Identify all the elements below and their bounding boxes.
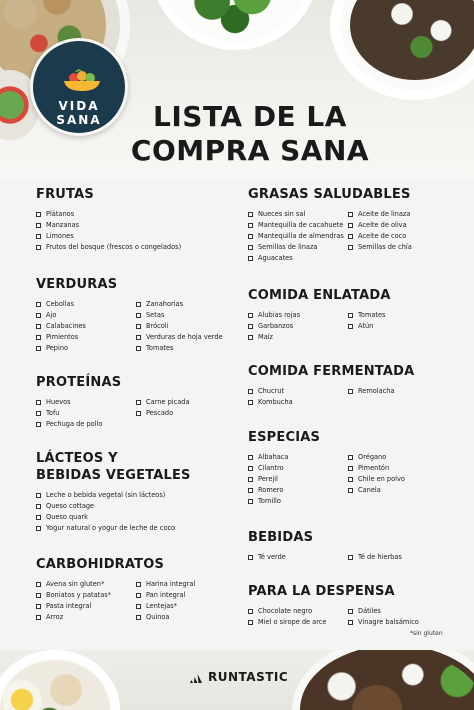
list-item[interactable]: Tomillo [248, 496, 348, 507]
checkbox[interactable] [36, 212, 41, 217]
checkbox[interactable] [348, 455, 353, 460]
checkbox[interactable] [248, 455, 253, 460]
checkbox[interactable] [348, 477, 353, 482]
list-item[interactable]: Brócoli [136, 321, 254, 332]
section-heading: ESPECIAS [248, 430, 321, 445]
checkbox[interactable] [136, 593, 141, 598]
list-item[interactable]: Romero [248, 485, 348, 496]
list-item[interactable]: Chile en polvo [348, 474, 466, 485]
list-item[interactable]: Pescado [136, 408, 254, 419]
list-item[interactable]: Alubias rojas [248, 310, 348, 321]
checkbox[interactable] [348, 620, 353, 625]
list-item[interactable]: Pimientos [36, 332, 136, 343]
checkbox[interactable] [348, 212, 353, 217]
checkbox[interactable] [36, 582, 41, 587]
checkbox[interactable] [36, 223, 41, 228]
checkbox[interactable] [136, 615, 141, 620]
checkbox[interactable] [136, 604, 141, 609]
checkbox[interactable] [348, 324, 353, 329]
checkbox[interactable] [348, 223, 353, 228]
list-item[interactable]: Zanahorias [136, 299, 254, 310]
list-item[interactable]: Semillas de linaza [248, 242, 348, 253]
egg-salad-image [0, 650, 120, 710]
checkbox[interactable] [36, 245, 41, 250]
list-item[interactable]: Chocolate negro [248, 606, 348, 617]
checkbox[interactable] [348, 245, 353, 250]
runtastic-logo [190, 670, 288, 684]
list-item[interactable]: Manzanas [36, 220, 254, 231]
section-verduras [36, 276, 254, 354]
lentil-plate-image [330, 0, 474, 100]
list-item[interactable]: Tomates [136, 343, 254, 354]
checkbox[interactable] [36, 593, 41, 598]
checkbox[interactable] [36, 400, 41, 405]
section-enlatada [248, 287, 466, 343]
section-heading: COMIDA FERMENTADA [248, 364, 415, 379]
list-item[interactable]: Mantequilla de almendras [248, 231, 348, 242]
checkbox[interactable] [36, 504, 41, 509]
lentil-salad-image [300, 650, 474, 710]
list-item[interactable]: Miel o sirope de arce [248, 617, 348, 628]
list-item[interactable]: Leche o bebida vegetal (sin lácteos) [36, 490, 254, 501]
checkbox[interactable] [136, 324, 141, 329]
checkbox[interactable] [136, 582, 141, 587]
list-item[interactable]: Quinoa [136, 612, 254, 623]
checkbox[interactable] [36, 324, 41, 329]
list-item[interactable]: Perejil [248, 474, 348, 485]
checkbox[interactable] [348, 389, 353, 394]
list-item[interactable]: Semillas de chía [348, 242, 466, 253]
section-heading: LÁCTEOS Y BEBIDAS VEGETALES [36, 451, 191, 483]
list-item[interactable]: Aceite de oliva [348, 220, 466, 231]
section-heading: BEBIDAS [248, 530, 314, 545]
section-despensa [248, 583, 466, 628]
section-proteinas [36, 374, 254, 430]
checkbox[interactable] [248, 245, 253, 250]
checkbox[interactable] [36, 615, 41, 620]
checkbox[interactable] [248, 466, 253, 471]
page-title [90, 100, 410, 168]
checkbox[interactable] [136, 313, 141, 318]
adidas-stripes-icon [190, 672, 204, 683]
checkbox[interactable] [348, 313, 353, 318]
checkbox[interactable] [36, 422, 41, 427]
checkbox[interactable] [36, 411, 41, 416]
checkbox[interactable] [36, 493, 41, 498]
list-item[interactable]: Cilantro [248, 463, 348, 474]
section-heading: PROTEÍNAS [36, 375, 122, 390]
checkbox[interactable] [248, 324, 253, 329]
logo-text: VIDA SANA [56, 99, 102, 127]
checkbox[interactable] [136, 346, 141, 351]
list-item[interactable]: Harina integral [136, 579, 254, 590]
list-item[interactable]: Pan integral [136, 590, 254, 601]
gluten-footnote: *sin gluten [410, 630, 443, 637]
section-frutas [36, 186, 254, 253]
title-line-1: LISTA DE LA [153, 100, 347, 133]
checkbox[interactable] [248, 223, 253, 228]
title-line-2: COMPRA SANA [130, 134, 370, 167]
checkbox[interactable] [36, 313, 41, 318]
list-item[interactable]: Ajo [36, 310, 136, 321]
list-item[interactable]: Tofu [36, 408, 136, 419]
checkbox[interactable] [248, 313, 253, 318]
list-item[interactable]: Verduras de hoja verde [136, 332, 254, 343]
list-item[interactable]: Plátanos [36, 209, 254, 220]
checkbox[interactable] [136, 411, 141, 416]
list-item[interactable]: Queso quark [36, 512, 254, 523]
list-item[interactable]: Vinagre balsámico [348, 617, 466, 628]
list-item[interactable]: Lentejas* [136, 601, 254, 612]
checkbox[interactable] [136, 302, 141, 307]
checkbox[interactable] [348, 488, 353, 493]
list-item[interactable]: Nueces sin sal [248, 209, 348, 220]
salad-bowl-image [150, 0, 320, 50]
list-item[interactable]: Kombucha [248, 397, 348, 408]
checkbox[interactable] [36, 335, 41, 340]
checkbox[interactable] [36, 515, 41, 520]
checkbox[interactable] [248, 609, 253, 614]
checkbox[interactable] [348, 555, 353, 560]
checkbox[interactable] [248, 256, 253, 261]
list-item[interactable]: Huevos [36, 397, 136, 408]
checkbox[interactable] [348, 466, 353, 471]
list-item[interactable]: Carne picada [136, 397, 254, 408]
checkbox[interactable] [248, 555, 253, 560]
checkbox[interactable] [36, 604, 41, 609]
checkbox[interactable] [248, 335, 253, 340]
list-item[interactable]: Orégano [348, 452, 466, 463]
list-item[interactable]: Arroz [36, 612, 136, 623]
list-item[interactable]: Canela [348, 485, 466, 496]
list-item[interactable]: Aceite de linaza [348, 209, 466, 220]
checkbox[interactable] [248, 477, 253, 482]
section-grasas [248, 186, 466, 264]
section-heading: CARBOHIDRATOS [36, 557, 165, 572]
list-item[interactable]: Tomates [348, 310, 466, 321]
checkbox[interactable] [36, 526, 41, 531]
footer-photo [0, 650, 474, 710]
list-item[interactable]: Aguacates [248, 253, 348, 264]
section-lacteos [36, 450, 254, 534]
list-item[interactable]: Pasta integral [36, 601, 136, 612]
section-bebidas [248, 529, 466, 563]
checkbox[interactable] [348, 234, 353, 239]
brand-name: RUNTASTIC [208, 670, 289, 684]
list-item[interactable]: Frutos del bosque (frescos o congelados) [36, 242, 254, 253]
fruit-bowl-icon [62, 69, 102, 91]
checkbox[interactable] [36, 234, 41, 239]
section-heading: FRUTAS [36, 187, 94, 202]
checkbox[interactable] [248, 488, 253, 493]
list-item[interactable]: Dátiles [348, 606, 466, 617]
checkbox[interactable] [136, 335, 141, 340]
list-item[interactable]: Albahaca [248, 452, 348, 463]
list-item[interactable]: Atún [348, 321, 466, 332]
section-heading: GRASAS SALUDABLES [248, 187, 411, 202]
list-item[interactable]: Limones [36, 231, 254, 242]
checkbox[interactable] [248, 389, 253, 394]
checkbox[interactable] [136, 400, 141, 405]
section-fermentada [248, 363, 466, 408]
checkbox[interactable] [348, 609, 353, 614]
list-item[interactable]: Calabacines [36, 321, 136, 332]
section-especias [248, 429, 466, 507]
list-item[interactable]: Pepino [36, 343, 136, 354]
list-item[interactable]: Cebollas [36, 299, 136, 310]
list-item[interactable]: Remolacha [348, 386, 466, 397]
list-item[interactable]: Chucrut [248, 386, 348, 397]
checkbox[interactable] [248, 234, 253, 239]
checkbox[interactable] [248, 212, 253, 217]
checkbox[interactable] [36, 302, 41, 307]
list-item[interactable]: Té verde [248, 552, 348, 563]
section-heading: PARA LA DESPENSA [248, 584, 395, 599]
checkbox[interactable] [248, 620, 253, 625]
list-item[interactable]: Maíz [248, 332, 348, 343]
checkbox[interactable] [248, 400, 253, 405]
list-item[interactable]: Queso cottage [36, 501, 254, 512]
list-item[interactable]: Avena sin gluten* [36, 579, 136, 590]
section-carbohidratos [36, 556, 254, 623]
list-item[interactable]: Té de hierbas [348, 552, 466, 563]
list-item[interactable]: Aceite de coco [348, 231, 466, 242]
checkbox[interactable] [36, 346, 41, 351]
list-item[interactable]: Boniatos y patatas* [36, 590, 136, 601]
list-item[interactable]: Setas [136, 310, 254, 321]
list-item[interactable]: Garbanzos [248, 321, 348, 332]
list-item[interactable]: Pechuga de pollo [36, 419, 136, 430]
list-item[interactable]: Yogur natural o yogur de leche de coco [36, 523, 254, 534]
list-item[interactable]: Mantequilla de cacahuete [248, 220, 348, 231]
list-item[interactable]: Pimentón [348, 463, 466, 474]
checkbox[interactable] [248, 499, 253, 504]
section-heading: VERDURAS [36, 277, 118, 292]
section-heading: COMIDA ENLATADA [248, 288, 391, 303]
